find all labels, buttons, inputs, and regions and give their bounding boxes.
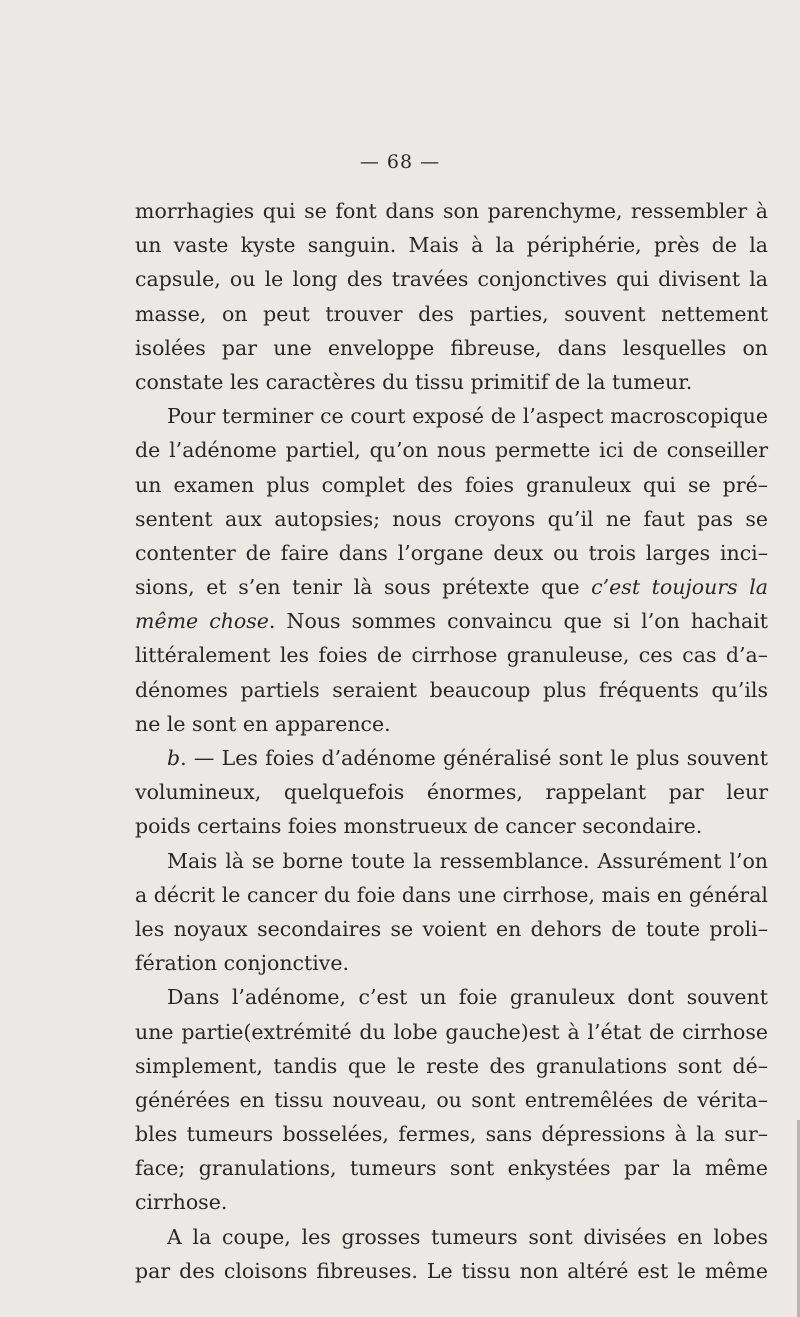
line-text: A la coupe, les grosses tumeurs sont divisées en lobes: [167, 1224, 768, 1249]
line-text: bles tumeurs bosselées, fermes, sans dépressions à la sur–: [135, 1122, 768, 1147]
line-text: de l’adénome partiel, qu’on nous permette ici de conseiller: [135, 438, 768, 463]
line-text: générées en tissu nouveau, ou sont entremêlées de vérita–: [135, 1087, 768, 1112]
line-text: contenter de faire dans l’organe deux ou trois larges inci–: [135, 540, 768, 565]
line-text: littéralement les foies de cirrhose granuleuse, ces cas d’a–: [135, 643, 768, 668]
text-line: [135, 673, 768, 707]
line-text: cirrhose.: [135, 1190, 228, 1215]
line-text: un examen plus complet des foies granuleux qui se pré–: [135, 472, 768, 497]
text-line: [135, 1117, 768, 1151]
text-line: [135, 1049, 768, 1083]
text-line: [135, 399, 768, 433]
line-text: dénomes partiels seraient beaucoup plus fréquents qu’ils: [135, 677, 768, 702]
text-line: [135, 433, 768, 467]
page-number: — 68 —: [359, 151, 441, 173]
line-text: masse, on peut trouver des parties, souvent nettement: [135, 301, 768, 326]
text-line: [135, 1220, 768, 1254]
line-text: poids certains foies monstrueux de cancer secondaire.: [135, 814, 703, 839]
text-line: [135, 878, 768, 912]
text-line: [135, 194, 768, 228]
text-line: [135, 1015, 768, 1049]
text-line: [135, 809, 768, 843]
line-text: a décrit le cancer du foie dans une cirrhose, mais en général: [135, 882, 768, 907]
text-line: [135, 1254, 768, 1288]
text-line: [135, 536, 768, 570]
line-text: un vaste kyste sanguin. Mais à la périphérie, près de la: [135, 233, 768, 258]
text-line: [135, 468, 768, 502]
text-line: [135, 604, 768, 638]
text-line: [135, 262, 768, 296]
text-line: [135, 297, 768, 331]
text-line: [135, 1151, 768, 1185]
text-line: [135, 844, 768, 878]
line-italic: b: [167, 746, 181, 770]
line-italic: même chose: [135, 609, 269, 634]
line-text: sentent aux autopsies; nous croyons qu’il ne faut pas se: [135, 506, 768, 531]
line-text: isolées par une enveloppe fibreuse, dans lesquelles on: [135, 335, 768, 360]
line-text: capsule, ou le long des travées conjonctives qui divisent la: [135, 267, 768, 292]
text-line: [135, 912, 768, 946]
line-text: ne le sont en apparence.: [135, 711, 391, 736]
line-text: morrhagies qui se font dans son parenchyme, ressembler à: [135, 199, 768, 223]
line-text: par des cloisons fibreuses. Le tissu non altéré est le même: [135, 1258, 768, 1283]
line-text: constate les caractères du tissu primitif de la tumeur.: [135, 369, 693, 394]
line-text: face; granulations, tumeurs sont enkystées par la même: [135, 1156, 768, 1181]
text-line: [135, 228, 768, 262]
text-line: [135, 638, 768, 672]
text-line: [135, 946, 768, 980]
text-line: [135, 502, 768, 536]
line-text: sions, et s’en tenir là sous prétexte que: [135, 575, 592, 600]
text-line: [135, 980, 768, 1014]
line-text-after: . Nous sommes convaincu que si l’on hachait: [268, 609, 769, 634]
line-italic: c’est toujours la: [591, 575, 769, 600]
line-text: une partie(extrémité du lobe gauche)est à l’état de cirrhose: [135, 1019, 768, 1044]
line-text: les noyaux secondaires se voient en dehors de toute proli–: [135, 916, 768, 941]
text-line: [135, 1083, 768, 1117]
body-text: [135, 194, 768, 1288]
line-text: Dans l’adénome, c’est un foie granuleux dont souvent: [167, 985, 768, 1010]
text-line: [135, 775, 768, 809]
text-line: [135, 570, 768, 604]
text-line: [135, 1185, 768, 1219]
line-text: fération conjonctive.: [135, 951, 350, 976]
text-line: [135, 365, 768, 399]
line-text-after: . — Les foies d’adénome généralisé sont le plus souvent: [180, 746, 768, 770]
text-line: [135, 331, 768, 365]
line-text: Pour terminer ce court exposé de l’aspect macroscopique: [167, 404, 768, 429]
line-text: Mais là se borne toute la ressemblance. Assurément l’on: [167, 848, 768, 873]
line-text: volumineux, quelquefois énormes, rappelant par leur: [135, 780, 768, 805]
text-line: [135, 707, 768, 741]
text-line: [135, 741, 768, 775]
line-text: simplement, tandis que le reste des granulations sont dé–: [135, 1053, 768, 1078]
